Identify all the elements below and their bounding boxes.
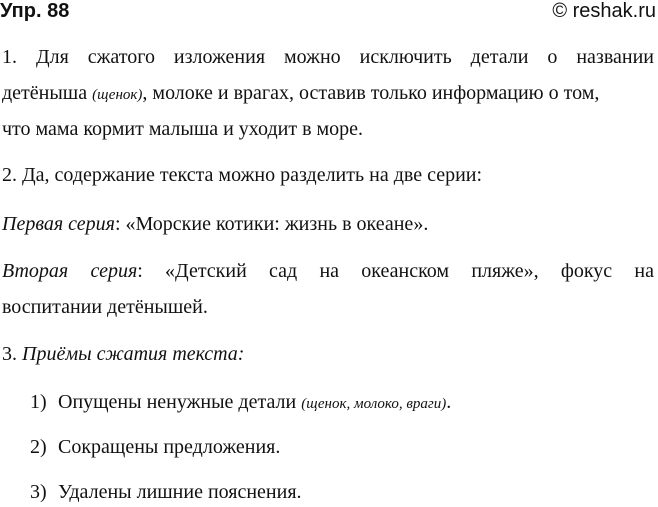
series-2-text: : «Детский сад на океанском пляже», фокус на [137, 260, 654, 282]
paragraph-1-line-3: что мама кормит малыша и уходит в море. [2, 118, 364, 140]
list-item-end: . [446, 391, 452, 413]
list-item [30, 477, 302, 507]
series-2-label: Вторая серия [2, 260, 138, 282]
series-1 [2, 209, 428, 239]
list-item-text: Опущены ненужные детали [58, 391, 302, 413]
list-item-number: 3) [30, 481, 47, 503]
paragraph-1-text-a: детёныша [2, 82, 93, 104]
list-item [30, 387, 451, 419]
series-1-label: Первая серия [2, 213, 115, 235]
series-2-line-1 [2, 256, 654, 286]
list-item-text: Сокращены предложения. [58, 436, 281, 458]
list-item [30, 432, 280, 462]
paragraph-1-note: (щенок) [92, 87, 143, 103]
paragraph-1-text-b: , молоке и врагах, оставив только информацию о том, [142, 82, 600, 104]
list-item-number: 1) [30, 391, 47, 413]
paragraph-2: 2. Да, содержание текста можно разделить на две серии: [2, 164, 483, 186]
series-2-line-2: воспитании детёнышей. [2, 296, 208, 318]
series-1-text: : «Морские котики: жизнь в океане». [114, 213, 429, 235]
list-item-note: (щенок, молоко, враги) [301, 396, 447, 412]
paragraph-3-heading [2, 339, 244, 369]
paragraph-3-title: Приёмы сжатия текста: [22, 343, 245, 365]
exercise-title: Упр. 88 [0, 0, 70, 22]
list-item-number: 2) [30, 436, 47, 458]
paragraph-1-line-2 [2, 78, 599, 110]
source-watermark: © reshak.ru [552, 0, 656, 22]
list-item-text: Удалены лишние пояснения. [58, 481, 302, 503]
paragraph-1-line-1: 1. Для сжатого изложения можно исключить детали о названии [2, 46, 654, 68]
paragraph-3-number: 3. [2, 343, 22, 365]
